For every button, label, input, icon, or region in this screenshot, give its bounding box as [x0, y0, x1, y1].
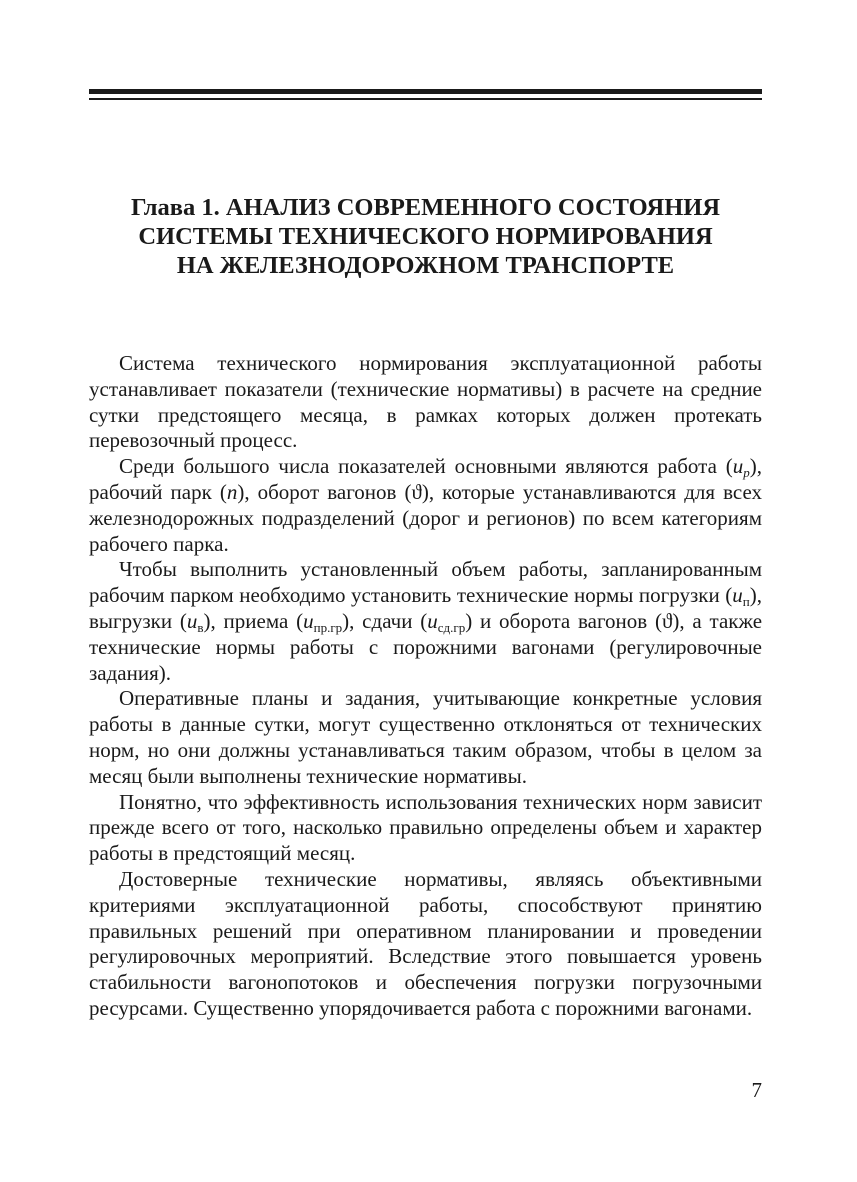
paragraph-2-text-2: ), рабочий парк ( [89, 454, 762, 504]
paragraph-5: Понятно, что эффективность использования технических норм зависит прежде всего от того, насколько правильно определены объем и характер работы в предстоящий месяц. [89, 789, 762, 866]
symbol-u-handover: u [427, 608, 438, 633]
chapter-title-line-3: НА ЖЕЛЕЗНОДОРОЖНОМ ТРАНСПОРТЕ [176, 252, 675, 279]
subscript-handover: сд.гр [437, 619, 466, 635]
paragraph-6: Достоверные технические нормативы, являясь объективными критериями эксплуатационной работы, способствуют принятию правильных решений при оперативном планировании и проведении регулировочных мероприятий. Вследствие этого повышается уровень стабильности вагонопотоков и обеспечения погрузки погрузочными ресурсами. Существенно упорядочивается работа с порожними вагонами. [89, 866, 762, 1020]
symbol-u-loading: u [732, 583, 743, 608]
chapter-title [89, 193, 762, 280]
paragraph-4: Оперативные планы и задания, учитывающие конкретные условия работы в данные сутки, могут существенно отклоняться от технических норм, но они должны устанавливаться таким образом, чтобы в целом за месяц были выполнены технические нормативы. [89, 686, 762, 788]
symbol-u-receipt: u [303, 608, 314, 633]
chapter-title-line-2: СИСТЕМЫ ТЕХНИЧЕСКОГО НОРМИРОВАНИЯ [138, 223, 713, 250]
paragraph-1: Система технического нормирования эксплуатационной работы устанавливает показатели (технические нормативы) в расчете на средние сутки предстоящего месяца, в рамках которых должен протекать перевозочный процесс. [89, 351, 762, 453]
header-rule-thin [89, 98, 762, 100]
subscript-receipt: пр.гр [313, 619, 343, 635]
paragraph-3-text-3: ), приема ( [203, 608, 304, 633]
paragraph-3-text-1: Чтобы выполнить установленный объем работы, запланированным рабочим парком необходимо установить технические нормы погрузки ( [89, 557, 762, 608]
symbol-u: u [732, 454, 744, 479]
paragraph-3 [89, 557, 762, 686]
page-number: 7 [751, 1078, 762, 1102]
symbol-u-unloading: u [186, 608, 198, 633]
paragraph-3-text-5: ) и оборота вагонов (ϑ), а также технические нормы работы с порожними вагонами (регулировочные задания). [89, 608, 763, 685]
paragraph-2-text-1: Среди большого числа показателей основными являются работа ( [119, 454, 733, 479]
chapter-title-line-1: Глава 1. АНАЛИЗ СОВРЕМЕННОГО СОСТОЯНИЯ [130, 194, 721, 221]
header-rule-thick [89, 89, 762, 94]
body-text [89, 351, 762, 1022]
subscript-loading: п [742, 594, 750, 610]
paragraph-3-text-2: ), выгрузки ( [89, 583, 762, 633]
paragraph-2-text-3: ), оборот вагонов (ϑ), которые устанавливаются для всех железнодорожных подразделений (дорог и регионов) по всем категориям рабочего парка. [89, 479, 762, 556]
symbol-n: n [226, 479, 238, 504]
subscript-unloading: в [197, 619, 204, 635]
paragraph-2 [89, 454, 762, 557]
paragraph-3-text-4: ), сдачи ( [342, 608, 428, 633]
subscript-p: p [743, 465, 750, 481]
